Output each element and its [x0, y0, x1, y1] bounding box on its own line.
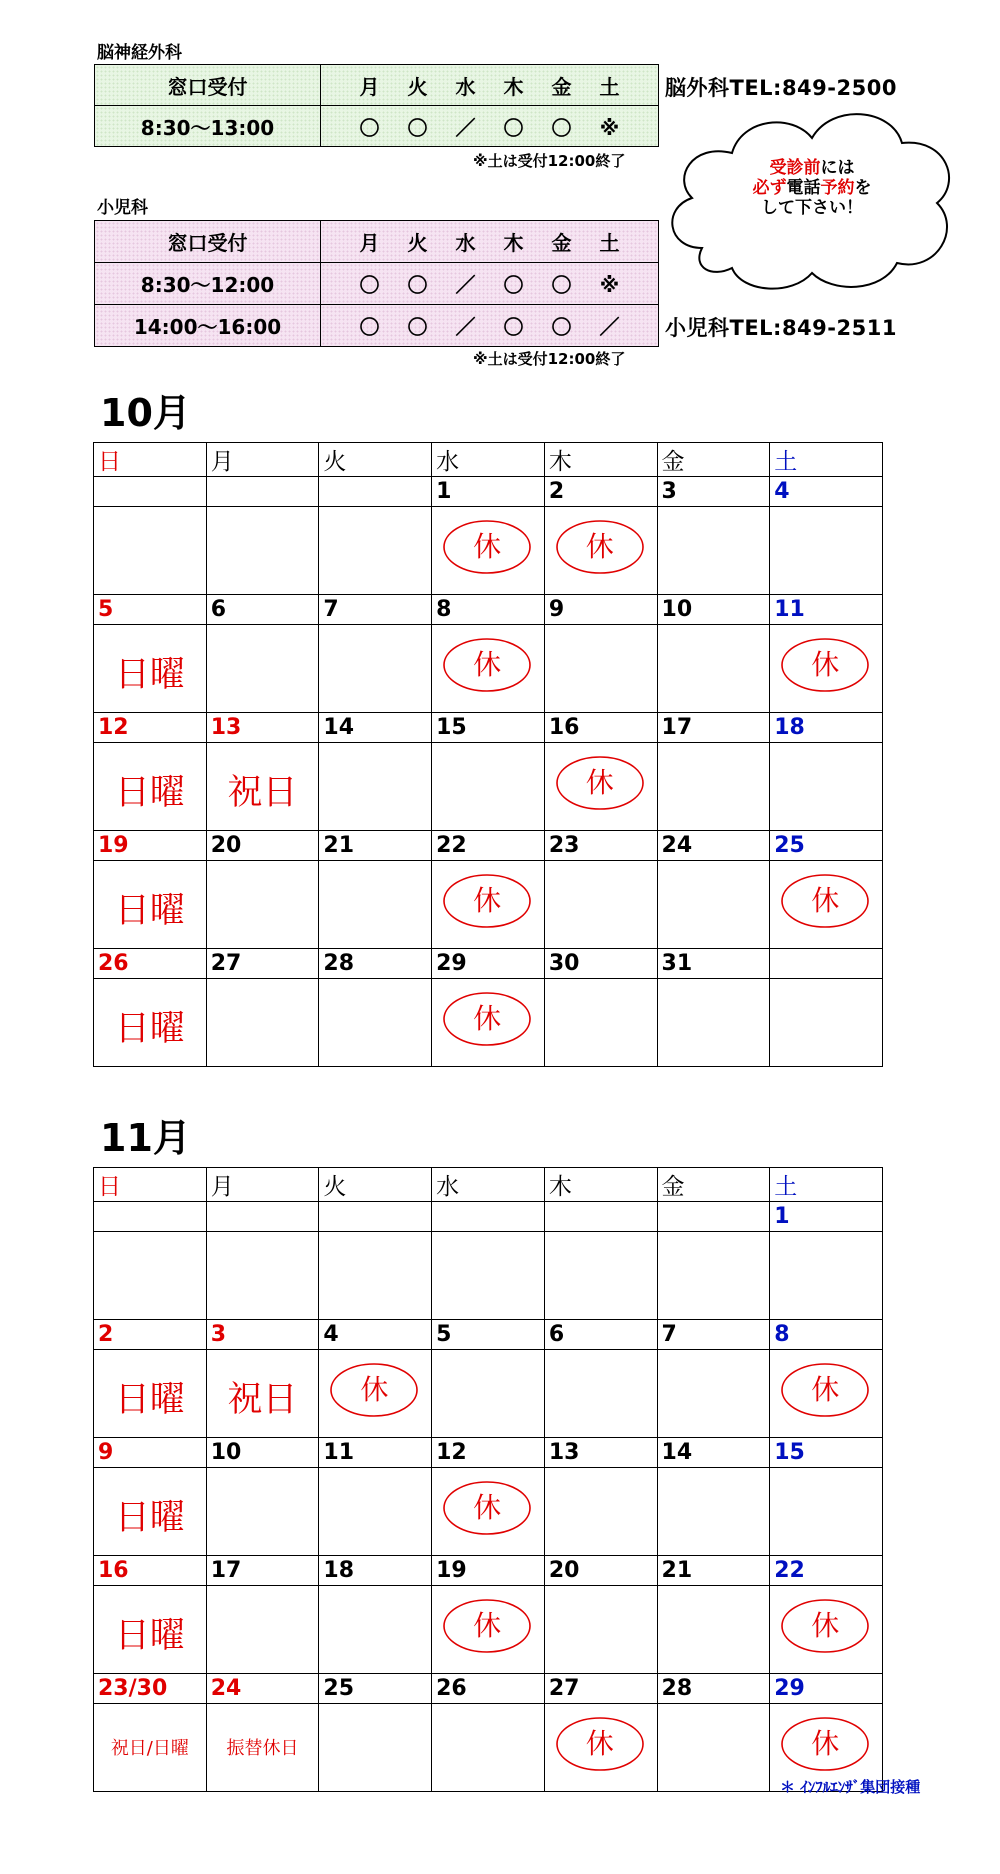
holiday-label: 振替休日 — [226, 1738, 299, 1759]
closed-label: 休 — [585, 1727, 614, 1760]
date-cell — [544, 1586, 657, 1674]
date-number: 1 — [432, 477, 545, 507]
date-number: 24 — [206, 1674, 319, 1704]
pediatrics-time-0: 8:30～12:00 — [95, 263, 321, 305]
date-number: 3 — [206, 1320, 319, 1350]
weekday-header: 金 — [657, 1168, 770, 1202]
holiday-label: 祝日/日曜 — [110, 1738, 189, 1759]
date-cell — [206, 1704, 319, 1792]
date-number: 26 — [432, 1674, 545, 1704]
date-number: 15 — [770, 1438, 883, 1468]
date-number: 20 — [206, 831, 319, 861]
date-cell — [432, 507, 545, 595]
closed-label: 休 — [585, 766, 614, 799]
date-number — [206, 1202, 319, 1232]
date-cell — [94, 979, 207, 1067]
date-number: 9 — [544, 595, 657, 625]
date-cell — [657, 625, 770, 713]
date-cell — [319, 1704, 432, 1792]
date-cell — [657, 861, 770, 949]
date-cell — [770, 1232, 883, 1320]
date-cell — [319, 1232, 432, 1320]
date-number — [319, 477, 432, 507]
weekday-header: 月 — [206, 1168, 319, 1202]
pediatrics-note: ※土は受付12:00終了 — [473, 350, 626, 368]
holiday-label: 日曜 — [114, 1009, 185, 1049]
date-cell — [206, 1468, 319, 1556]
flu-vaccination-note: ＊ ｲﾝﾌﾙｴﾝｻﾞ集団接種 — [780, 1778, 921, 1796]
date-number: 17 — [657, 713, 770, 743]
neuro-marks-0: 〇 〇 ／ 〇 〇 ※ — [321, 106, 659, 147]
date-cell — [206, 1586, 319, 1674]
closed-label: 休 — [811, 884, 840, 917]
date-cell — [206, 743, 319, 831]
weekday-header: 水 — [432, 443, 545, 477]
date-number: 5 — [94, 595, 207, 625]
date-cell — [770, 1468, 883, 1556]
date-cell — [319, 979, 432, 1067]
date-number: 31 — [657, 949, 770, 979]
closed-mark — [780, 873, 870, 929]
date-number: 9 — [94, 1438, 207, 1468]
date-cell — [657, 1586, 770, 1674]
date-cell — [319, 1468, 432, 1556]
date-number: 20 — [544, 1556, 657, 1586]
date-number: 11 — [319, 1438, 432, 1468]
closed-mark — [442, 519, 532, 575]
closed-mark — [555, 1716, 645, 1772]
date-number: 19 — [94, 831, 207, 861]
closed-mark — [780, 1716, 870, 1772]
closed-mark — [442, 873, 532, 929]
holiday-label: 日曜 — [114, 891, 185, 931]
closed-label: 休 — [473, 1491, 502, 1524]
date-number: 12 — [94, 713, 207, 743]
date-number: 23/30 — [94, 1674, 207, 1704]
date-cell — [544, 1232, 657, 1320]
weekday-header: 水 — [432, 1168, 545, 1202]
date-number — [770, 949, 883, 979]
date-number: 17 — [206, 1556, 319, 1586]
date-cell — [657, 1350, 770, 1438]
date-cell — [432, 979, 545, 1067]
date-cell — [544, 1468, 657, 1556]
neuro-note: ※土は受付12:00終了 — [473, 152, 626, 170]
closed-mark — [780, 1598, 870, 1654]
holiday-label: 日曜 — [114, 655, 185, 695]
date-number: 28 — [657, 1674, 770, 1704]
weekday-header: 火 — [319, 443, 432, 477]
holiday-label: 日曜 — [114, 1616, 185, 1656]
neuro-tel: 脳外科TEL:849-2500 — [665, 76, 897, 100]
closed-mark — [442, 637, 532, 693]
date-cell — [770, 979, 883, 1067]
date-cell — [657, 1232, 770, 1320]
closed-mark — [780, 1362, 870, 1418]
weekday-header: 木 — [544, 443, 657, 477]
reservation-cloud — [662, 98, 962, 298]
date-cell — [319, 743, 432, 831]
pediatrics-hours-table — [94, 220, 659, 347]
date-number: 26 — [94, 949, 207, 979]
date-number: 25 — [319, 1674, 432, 1704]
date-number: 14 — [657, 1438, 770, 1468]
closed-label: 休 — [811, 1727, 840, 1760]
cloud-text: 受診前には 必ず電話予約を して下さい！ — [752, 158, 872, 218]
date-number: 4 — [319, 1320, 432, 1350]
date-number: 18 — [319, 1556, 432, 1586]
date-cell — [432, 1232, 545, 1320]
pediatrics-title: 小児科 — [97, 198, 148, 218]
date-number: 27 — [206, 949, 319, 979]
date-number: 13 — [206, 713, 319, 743]
weekday-header: 金 — [657, 443, 770, 477]
date-cell — [544, 979, 657, 1067]
date-cell — [94, 1350, 207, 1438]
date-number: 27 — [544, 1674, 657, 1704]
date-number: 15 — [432, 713, 545, 743]
date-cell — [206, 625, 319, 713]
pediatrics-tel: 小児科TEL:849-2511 — [665, 316, 897, 340]
date-cell — [544, 743, 657, 831]
date-cell — [657, 1704, 770, 1792]
closed-mark — [555, 755, 645, 811]
closed-label: 休 — [811, 1609, 840, 1642]
neuro-title: 脳神経外科 — [97, 43, 182, 63]
date-number — [657, 1202, 770, 1232]
date-cell — [94, 625, 207, 713]
date-number: 16 — [94, 1556, 207, 1586]
date-cell — [544, 861, 657, 949]
date-number — [94, 1202, 207, 1232]
weekday-header: 日 — [94, 443, 207, 477]
date-cell — [432, 1468, 545, 1556]
date-number: 23 — [544, 831, 657, 861]
date-number: 21 — [319, 831, 432, 861]
date-number: 13 — [544, 1438, 657, 1468]
date-number: 22 — [432, 831, 545, 861]
date-number — [94, 477, 207, 507]
date-cell — [770, 1350, 883, 1438]
calendar-november — [93, 1167, 883, 1792]
date-number: 14 — [319, 713, 432, 743]
closed-mark — [555, 519, 645, 575]
date-cell — [206, 979, 319, 1067]
date-cell — [657, 507, 770, 595]
date-number: 2 — [94, 1320, 207, 1350]
date-number: 7 — [319, 595, 432, 625]
date-number: 6 — [206, 595, 319, 625]
date-cell — [657, 979, 770, 1067]
date-number: 7 — [657, 1320, 770, 1350]
date-cell — [432, 1704, 545, 1792]
date-cell — [770, 625, 883, 713]
date-number — [206, 477, 319, 507]
neuro-header-label: 窓口受付 — [95, 65, 321, 106]
closed-mark — [329, 1362, 419, 1418]
date-number: 3 — [657, 477, 770, 507]
date-number: 25 — [770, 831, 883, 861]
date-cell — [432, 861, 545, 949]
weekday-header: 火 — [319, 1168, 432, 1202]
date-number: 28 — [319, 949, 432, 979]
date-cell — [544, 1350, 657, 1438]
date-cell — [544, 625, 657, 713]
date-cell — [206, 1350, 319, 1438]
date-cell — [319, 625, 432, 713]
pediatrics-days-header: 月 火 水 木 金 土 — [321, 221, 659, 263]
date-number: 11 — [770, 595, 883, 625]
weekday-header: 土 — [770, 443, 883, 477]
weekday-header: 土 — [770, 1168, 883, 1202]
date-number: 12 — [432, 1438, 545, 1468]
holiday-label: 日曜 — [114, 1380, 185, 1420]
date-number: 21 — [657, 1556, 770, 1586]
date-cell — [94, 1232, 207, 1320]
date-cell — [657, 743, 770, 831]
date-cell — [319, 507, 432, 595]
closed-label: 休 — [811, 648, 840, 681]
date-cell — [770, 743, 883, 831]
closed-label: 休 — [473, 530, 502, 563]
date-number: 30 — [544, 949, 657, 979]
calendar-october — [93, 442, 883, 1067]
date-cell — [206, 861, 319, 949]
date-cell — [544, 1704, 657, 1792]
date-cell — [94, 743, 207, 831]
date-number: 4 — [770, 477, 883, 507]
holiday-label: 日曜 — [114, 773, 185, 813]
date-number: 6 — [544, 1320, 657, 1350]
date-cell — [319, 1350, 432, 1438]
date-cell — [544, 507, 657, 595]
date-cell — [94, 507, 207, 595]
weekday-header: 木 — [544, 1168, 657, 1202]
date-number: 19 — [432, 1556, 545, 1586]
closed-mark — [780, 637, 870, 693]
date-number: 29 — [770, 1674, 883, 1704]
date-number: 8 — [432, 595, 545, 625]
date-cell — [432, 1350, 545, 1438]
date-number — [319, 1202, 432, 1232]
closed-mark — [442, 1598, 532, 1654]
date-cell — [206, 507, 319, 595]
date-cell — [94, 1586, 207, 1674]
date-cell — [206, 1232, 319, 1320]
month-title-november: 11月 — [100, 1116, 191, 1160]
date-cell — [770, 861, 883, 949]
date-number: 29 — [432, 949, 545, 979]
date-cell — [432, 743, 545, 831]
date-number: 2 — [544, 477, 657, 507]
closed-label: 休 — [360, 1373, 389, 1406]
date-cell — [432, 1586, 545, 1674]
date-cell — [657, 1468, 770, 1556]
date-cell — [94, 861, 207, 949]
closed-label: 休 — [473, 648, 502, 681]
date-number — [544, 1202, 657, 1232]
weekday-header: 日 — [94, 1168, 207, 1202]
date-number: 24 — [657, 831, 770, 861]
month-title-october: 10月 — [100, 391, 191, 435]
neuro-time-0: 8:30～13:00 — [95, 106, 321, 147]
closed-mark — [442, 1480, 532, 1536]
holiday-label: 祝日 — [227, 773, 298, 813]
pediatrics-marks-0: 〇 〇 ／ 〇 〇 ※ — [321, 263, 659, 305]
date-number: 22 — [770, 1556, 883, 1586]
date-cell — [319, 861, 432, 949]
date-cell — [770, 1586, 883, 1674]
date-number: 10 — [657, 595, 770, 625]
date-cell — [432, 625, 545, 713]
date-number: 1 — [770, 1202, 883, 1232]
pediatrics-header-label: 窓口受付 — [95, 221, 321, 263]
date-number: 16 — [544, 713, 657, 743]
closed-label: 休 — [473, 1609, 502, 1642]
date-number: 5 — [432, 1320, 545, 1350]
weekday-header: 月 — [206, 443, 319, 477]
holiday-label: 祝日 — [227, 1380, 298, 1420]
date-number: 10 — [206, 1438, 319, 1468]
closed-mark — [442, 991, 532, 1047]
date-number: 18 — [770, 713, 883, 743]
neuro-days-header: 月 火 水 木 金 土 — [321, 65, 659, 106]
closed-label: 休 — [585, 530, 614, 563]
holiday-label: 日曜 — [114, 1498, 185, 1538]
date-number: 8 — [770, 1320, 883, 1350]
date-cell — [770, 507, 883, 595]
date-cell — [319, 1586, 432, 1674]
closed-label: 休 — [473, 1002, 502, 1035]
date-cell — [94, 1704, 207, 1792]
date-cell — [94, 1468, 207, 1556]
neuro-hours-table — [94, 64, 659, 147]
pediatrics-marks-1: 〇 〇 ／ 〇 〇 ／ — [321, 305, 659, 347]
pediatrics-time-1: 14:00～16:00 — [95, 305, 321, 347]
closed-label: 休 — [811, 1373, 840, 1406]
closed-label: 休 — [473, 884, 502, 917]
date-number — [432, 1202, 545, 1232]
